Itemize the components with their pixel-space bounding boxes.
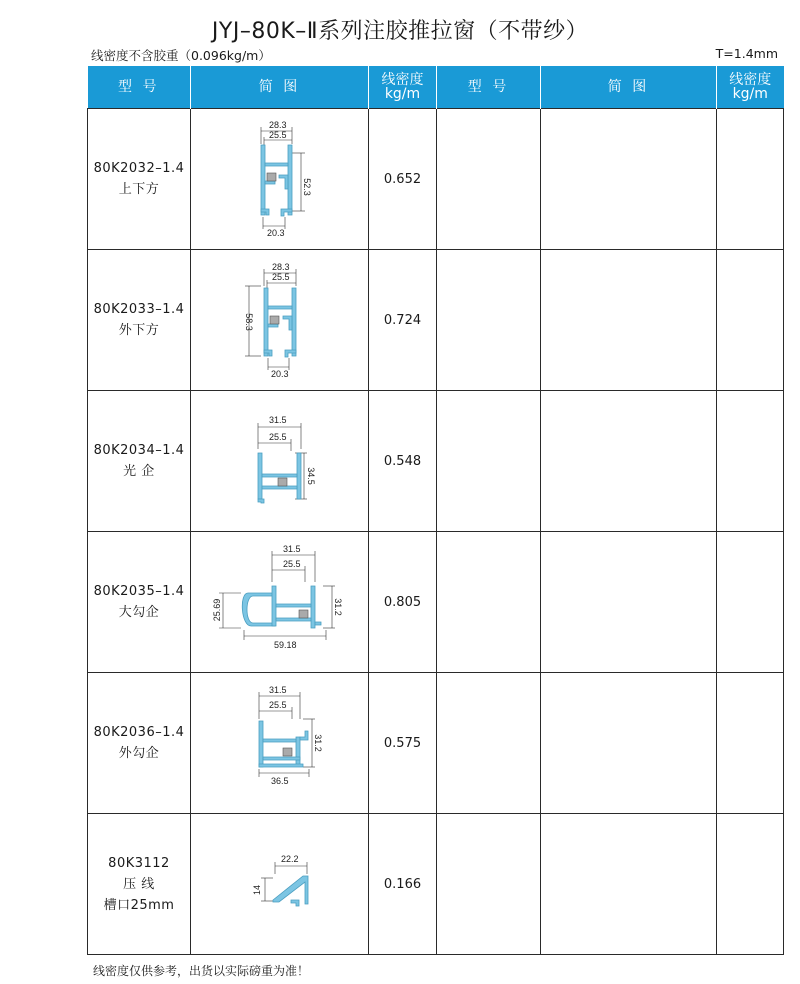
model-cell bbox=[88, 532, 191, 673]
header-model: 型 号 bbox=[88, 66, 191, 109]
density-value: 0.548 bbox=[369, 391, 437, 532]
empty-cell bbox=[717, 391, 784, 532]
table-row bbox=[88, 391, 784, 532]
dim-label: 31.5 bbox=[269, 415, 287, 425]
dim-label: 25.5 bbox=[269, 700, 287, 710]
density-value: 0.652 bbox=[369, 109, 437, 250]
dim-label: 31.5 bbox=[269, 685, 287, 695]
empty-cell bbox=[437, 109, 541, 250]
empty-cell bbox=[541, 532, 717, 673]
empty-cell bbox=[437, 391, 541, 532]
header-density-2-unit: kg/m bbox=[732, 86, 768, 102]
model-cell bbox=[88, 250, 191, 391]
figure-cell bbox=[191, 391, 369, 532]
figure-cell bbox=[191, 673, 369, 814]
dim-label: 31.5 bbox=[283, 544, 301, 554]
header-model-2: 型 号 bbox=[437, 66, 541, 109]
dim-label: 14 bbox=[252, 884, 262, 896]
profile-table bbox=[87, 66, 784, 955]
dim-label: 25.5 bbox=[269, 130, 287, 140]
empty-cell bbox=[541, 673, 717, 814]
empty-cell bbox=[437, 532, 541, 673]
dim-label: 36.5 bbox=[271, 776, 289, 786]
profile-drawing-2032 bbox=[191, 109, 369, 249]
model-code: 80K2036–1.4 bbox=[93, 725, 185, 740]
dim-label: 28.3 bbox=[269, 120, 287, 130]
dim-label: 31.2 bbox=[333, 598, 343, 616]
profile-drawing-2033 bbox=[191, 250, 369, 390]
table-row bbox=[88, 532, 784, 673]
model-code: 80K2033–1.4 bbox=[93, 302, 185, 317]
table-header-row bbox=[88, 66, 784, 109]
empty-cell bbox=[717, 673, 784, 814]
figure-cell bbox=[191, 814, 369, 955]
table-row bbox=[88, 814, 784, 955]
model-cell bbox=[88, 109, 191, 250]
model-code: 80K2034–1.4 bbox=[93, 443, 185, 458]
dim-label: 58.3 bbox=[244, 313, 254, 331]
dim-label: 34.5 bbox=[306, 467, 316, 485]
model-name: 压 线 bbox=[123, 876, 155, 892]
model-name: 上下方 bbox=[118, 182, 160, 197]
density-value: 0.575 bbox=[369, 673, 437, 814]
dim-label: 59.18 bbox=[274, 640, 297, 650]
model-code: 80K3112 bbox=[108, 855, 170, 871]
empty-cell bbox=[541, 391, 717, 532]
dim-label: 28.3 bbox=[272, 262, 290, 272]
model-note: 槽口25mm bbox=[103, 897, 175, 913]
dim-label: 22.2 bbox=[281, 854, 299, 864]
profile-drawing-2036 bbox=[191, 673, 369, 813]
dim-label: 52.3 bbox=[302, 178, 312, 196]
dim-label: 25.69 bbox=[212, 598, 222, 622]
model-name: 大勾企 bbox=[118, 605, 160, 620]
header-density-label: 线密度 bbox=[381, 72, 424, 88]
model-name: 外勾企 bbox=[118, 746, 160, 761]
empty-cell bbox=[717, 109, 784, 250]
empty-cell bbox=[437, 814, 541, 955]
dim-label: 25.5 bbox=[272, 272, 290, 282]
model-name: 外下方 bbox=[118, 323, 160, 338]
thickness-note: T=1.4mm bbox=[715, 46, 778, 61]
model-code: 80K2035–1.4 bbox=[93, 584, 185, 599]
model-code: 80K2032–1.4 bbox=[93, 161, 185, 176]
header-figure-2: 简 图 bbox=[541, 66, 717, 109]
header-density bbox=[369, 66, 437, 109]
dim-label: 20.3 bbox=[271, 369, 289, 379]
empty-cell bbox=[717, 814, 784, 955]
header-density-2 bbox=[717, 66, 784, 109]
density-value: 0.166 bbox=[369, 814, 437, 955]
dim-label: 20.3 bbox=[267, 228, 285, 238]
empty-cell bbox=[717, 250, 784, 391]
table-row bbox=[88, 673, 784, 814]
dim-label: 25.5 bbox=[283, 559, 301, 569]
profile-drawing-2034 bbox=[191, 391, 369, 531]
header-density-2-label: 线密度 bbox=[729, 72, 772, 88]
figure-cell bbox=[191, 532, 369, 673]
empty-cell bbox=[717, 532, 784, 673]
model-cell bbox=[88, 391, 191, 532]
weight-note: 线密度不含胶重（0.096kg/m） bbox=[91, 48, 271, 63]
table-row bbox=[88, 250, 784, 391]
empty-cell bbox=[541, 250, 717, 391]
dim-label: 31.2 bbox=[313, 734, 323, 752]
table-row bbox=[88, 109, 784, 250]
profile-drawing-2035 bbox=[191, 532, 369, 672]
empty-cell bbox=[437, 250, 541, 391]
dim-label: 25.5 bbox=[269, 432, 287, 442]
empty-cell bbox=[437, 673, 541, 814]
empty-cell bbox=[541, 109, 717, 250]
model-name: 光 企 bbox=[123, 464, 155, 479]
footer-note: 线密度仅供参考，出货以实际磅重为准！ bbox=[93, 964, 310, 978]
model-cell bbox=[88, 673, 191, 814]
density-value: 0.805 bbox=[369, 532, 437, 673]
figure-cell bbox=[191, 250, 369, 391]
page-title: JYJ–80K–Ⅱ系列注胶推拉窗（不带纱） bbox=[211, 19, 589, 44]
empty-cell bbox=[541, 814, 717, 955]
header-figure: 简 图 bbox=[191, 66, 369, 109]
profile-drawing-3112 bbox=[191, 814, 369, 954]
density-value: 0.724 bbox=[369, 250, 437, 391]
figure-cell bbox=[191, 109, 369, 250]
header-density-unit: kg/m bbox=[384, 86, 421, 102]
model-cell bbox=[88, 814, 191, 955]
